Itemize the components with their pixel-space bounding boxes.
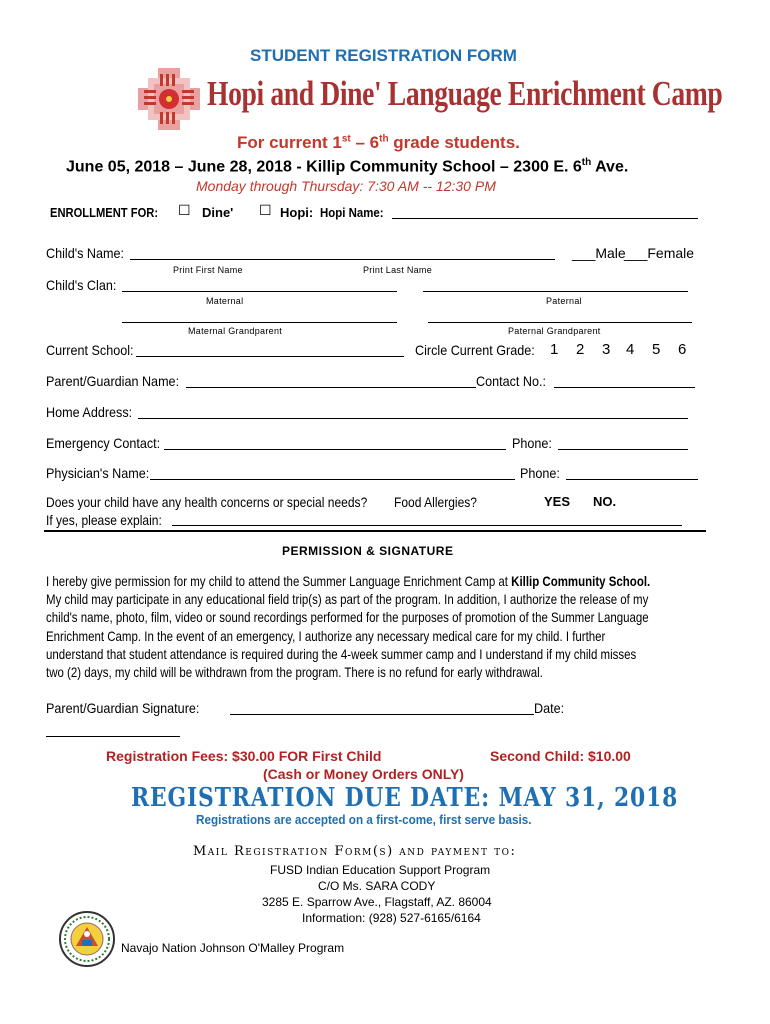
grades-mid: – 6 [350,133,380,152]
emergency-phone-line[interactable] [558,449,688,450]
hopi-label: Hopi: [280,205,314,220]
home-address-line[interactable] [138,418,688,419]
explain-label: If yes, please explain: [46,512,162,528]
male-option[interactable]: ___Male [572,245,626,261]
enrollment-row [50,205,158,220]
grade-option[interactable]: 2 [576,341,585,358]
grade-range [237,133,520,153]
school-name-bold: Killip Community School. [511,573,651,589]
paternal-grandparent-line[interactable] [428,322,692,323]
health-question: Does your child have any health concerns or special needs? [46,494,368,510]
physician-phone-line[interactable] [566,479,698,480]
no-option[interactable]: NO. [593,494,617,509]
parent-name-label: Parent/Guardian Name: [46,373,180,389]
mail-line: C/O Ms. SARA CODY [318,879,436,893]
camp-dates [66,157,628,176]
yes-option[interactable]: YES [544,494,571,509]
hopi-checkbox[interactable]: ☐ [259,203,272,219]
circle-grade-label: Circle Current Grade: [415,342,535,358]
current-school-line[interactable] [136,356,404,357]
child-name-line[interactable] [130,259,555,260]
print-last-caption: Print Last Name [363,265,433,275]
camp-schedule: Monday through Thursday: 7:30 AM -- 12:30 PM [196,178,496,194]
mail-line: FUSD Indian Education Support Program [270,863,491,877]
mail-line: Information: (928) 527-6165/6164 [302,911,481,925]
permission-line [46,572,650,590]
permission-line: two (2) days, my child will be withdrawn from the program. There is no refund for early withdrawal. [46,664,543,681]
paternal-clan-line[interactable] [423,291,688,292]
emergency-contact-label: Emergency Contact: [46,435,161,451]
program-name: Navajo Nation Johnson O'Malley Program [121,941,345,955]
print-first-caption: Print First Name [173,265,243,275]
dine-checkbox[interactable]: ☐ [178,203,191,219]
maternal-caption: Maternal [206,296,244,306]
permission-line: Enrichment Camp. In the event of an emergency, I authorize any necessary medical care for my child. I further [46,627,606,644]
parent-name-line[interactable] [186,387,476,388]
section-divider [44,530,706,532]
date-line[interactable] [46,736,180,737]
paternal-caption: Paternal [546,296,582,306]
contact-no-label: Contact No.: [476,373,547,389]
grade-option[interactable]: 5 [652,341,661,358]
mail-line: 3285 E. Sparrow Ave., Flagstaff, AZ. 86004 [262,895,492,909]
grade-option[interactable]: 3 [602,341,611,358]
maternal-grandparent-line[interactable] [122,322,397,323]
emergency-contact-line[interactable] [164,449,506,450]
home-address-label: Home Address: [46,404,133,420]
explain-line[interactable] [172,525,682,526]
hopi-name-label: Hopi Name: [320,205,384,220]
dates-post: Ave. [591,158,629,176]
signature-line[interactable] [230,714,534,715]
grades-pre: For current 1 [237,133,342,152]
second-child-fee: Second Child: $10.00 [490,748,631,764]
current-school-label: Current School: [46,342,134,358]
signature-label: Parent/Guardian Signature: [46,700,200,716]
permission-line: My child may participate in any educational field trip(s) as part of the program. In addition, I authorize the release of my [46,591,649,608]
child-clan-label: Child's Clan: [46,277,117,293]
mail-heading: Mail Registration Form(s) and payment to: [193,844,517,859]
zia-sun-logo-icon [138,68,200,130]
emergency-phone-label: Phone: [512,435,552,451]
permission-heading: PERMISSION & SIGNATURE [282,544,454,558]
dates-sup: th [581,157,592,168]
food-allergies-label: Food Allergies? [394,494,478,510]
form-title: STUDENT REGISTRATION FORM [250,46,517,65]
hopi-name-line[interactable] [392,218,698,219]
contact-no-line[interactable] [554,387,695,388]
grades-post: grade students. [388,133,520,152]
camp-name: Hopi and Dine' Language Enrichment Camp [207,74,723,113]
enrollment-label: ENROLLMENT FOR: [50,205,159,220]
first-come-note: Registrations are accepted on a first-come, first serve basis. [196,812,532,827]
physician-phone-label: Phone: [520,465,560,481]
dine-label: Dine' [202,205,234,220]
permission-line: child's name, photo, film, video or sound recordings performed for the purposes of promotion of the Summer Language [46,609,649,626]
grade-option[interactable]: 4 [626,341,635,358]
grade-option[interactable]: 1 [550,341,559,358]
grades-sup-2: th [379,133,389,145]
physician-name-label: Physician's Name: [46,465,150,481]
dates-pre: June 05, 2018 – June 28, 2018 - Killip Community School – 2300 E. 6 [66,158,582,176]
maternal-clan-line[interactable] [122,291,397,292]
permission-line: understand that student attendance is required during the 4-week summer camp and I understand if my child misses [46,645,637,662]
maternal-grandparent-caption: Maternal Grandparent [188,326,283,336]
navajo-nation-seal-icon [58,910,116,968]
first-child-fee: Registration Fees: $30.00 FOR First Child [106,748,382,764]
paternal-grandparent-caption: Paternal Grandparent [508,326,601,336]
permission-line-text: I hereby give permission for my child to attend the Summer Language Enrichment Camp at [46,573,512,589]
date-label: Date: [534,700,565,716]
female-option[interactable]: ___Female [624,245,695,261]
payment-note: (Cash or Money Orders ONLY) [263,766,464,782]
due-date-title: REGISTRATION DUE DATE: MAY 31, 2018 [131,783,679,813]
child-name-label: Child's Name: [46,245,125,261]
physician-name-line[interactable] [150,479,515,480]
permission-body [46,572,650,681]
grade-option[interactable]: 6 [678,341,687,358]
grades-sup-1: st [341,133,351,145]
